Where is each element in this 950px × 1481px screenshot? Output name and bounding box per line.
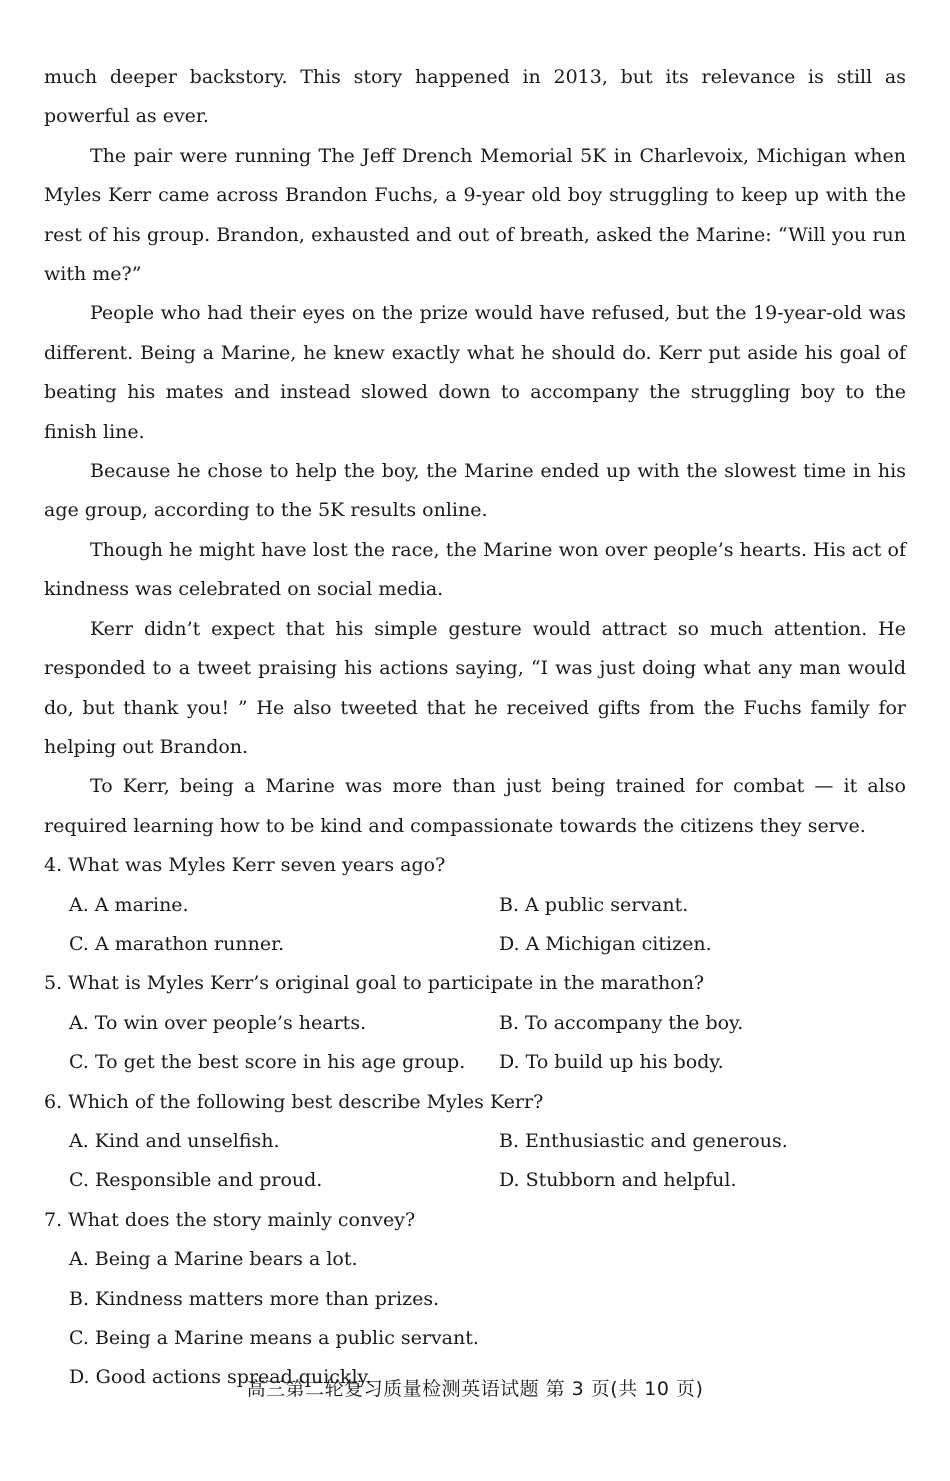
passage-paragraph: Because he chose to help the boy, the Marine ended up with the slowest time in his age group, according to the 5K results online. bbox=[44, 460, 906, 522]
option-b: B. Enthusiastic and generous. bbox=[499, 1129, 788, 1152]
question-4 bbox=[44, 846, 906, 964]
question-stem: 5. What is Myles Kerr’s original goal to participate in the marathon? bbox=[44, 972, 705, 995]
passage-paragraph: The pair were running The Jeff Drench Memorial 5K in Charlevoix, Michigan when Myles Kerr came across Brandon Fuchs, a 9-year old boy struggling to keep up with the rest of his group. Brandon, exhausted and out of breath, asked the Marine: “Will you run with me?” bbox=[44, 144, 906, 286]
question-7 bbox=[44, 1201, 906, 1398]
option-a: A. Kind and unselfish. bbox=[69, 1129, 280, 1152]
question-stem: 6. Which of the following best describe Myles Kerr? bbox=[44, 1090, 544, 1113]
option-b: B. A public servant. bbox=[499, 893, 689, 916]
question-stem: 4. What was Myles Kerr seven years ago? bbox=[44, 854, 446, 877]
option-list bbox=[44, 1004, 906, 1083]
question-5 bbox=[44, 964, 906, 1082]
question-6 bbox=[44, 1083, 906, 1201]
option-c: C. Responsible and proud. bbox=[69, 1169, 323, 1192]
passage-paragraph: much deeper backstory. This story happened in 2013, but its relevance is still as powerful as ever. bbox=[44, 66, 906, 128]
option-c: C. A marathon runner. bbox=[69, 932, 285, 955]
option-list bbox=[44, 1122, 906, 1201]
page-footer: 高三第二轮复习质量检测英语试题 第 3 页(共 10 页) bbox=[246, 1378, 704, 1400]
option-c: C. To get the best score in his age group. bbox=[69, 1051, 466, 1074]
option-c: C. Being a Marine means a public servant. bbox=[69, 1327, 479, 1349]
option-d: D. A Michigan citizen. bbox=[499, 932, 712, 955]
option-a: A. To win over people’s hearts. bbox=[69, 1011, 367, 1034]
passage-paragraph: Kerr didn’t expect that his simple gesture would attract so much attention. He responded to a tweet praising his actions saying, “I was just doing what any man would do, but thank you! ” He also tweeted that he received gifts from the Fuchs family for helping out Brandon. bbox=[44, 617, 906, 758]
passage-paragraph: To Kerr, being a Marine was more than just being trained for combat — it also required learning how to be kind and compassionate towards the citizens they serve. bbox=[44, 775, 906, 837]
option-b: B. Kindness matters more than prizes. bbox=[69, 1287, 440, 1310]
passage-paragraph: Though he might have lost the race, the Marine won over people’s hearts. His act of kindness was celebrated on social media. bbox=[44, 538, 906, 601]
exam-page bbox=[44, 58, 906, 1398]
option-d: D. To build up his body. bbox=[499, 1051, 724, 1074]
option-a: A. A marine. bbox=[69, 893, 189, 916]
passage-paragraph: People who had their eyes on the prize would have refused, but the 19-year-old was different. Being a Marine, he knew exactly what he should do. Kerr put aside his goal of beating his mates and instead slowed down to accompany the struggling boy to the finish line. bbox=[44, 302, 906, 443]
option-d: D. Stubborn and helpful. bbox=[499, 1169, 737, 1192]
option-d: D. Good actions spread quickly. bbox=[69, 1366, 372, 1389]
option-b: B. To accompany the boy. bbox=[499, 1011, 744, 1034]
question-stem: 7. What does the story mainly convey? bbox=[44, 1208, 416, 1231]
option-list bbox=[44, 886, 906, 965]
option-a: A. Being a Marine bears a lot. bbox=[69, 1248, 358, 1271]
